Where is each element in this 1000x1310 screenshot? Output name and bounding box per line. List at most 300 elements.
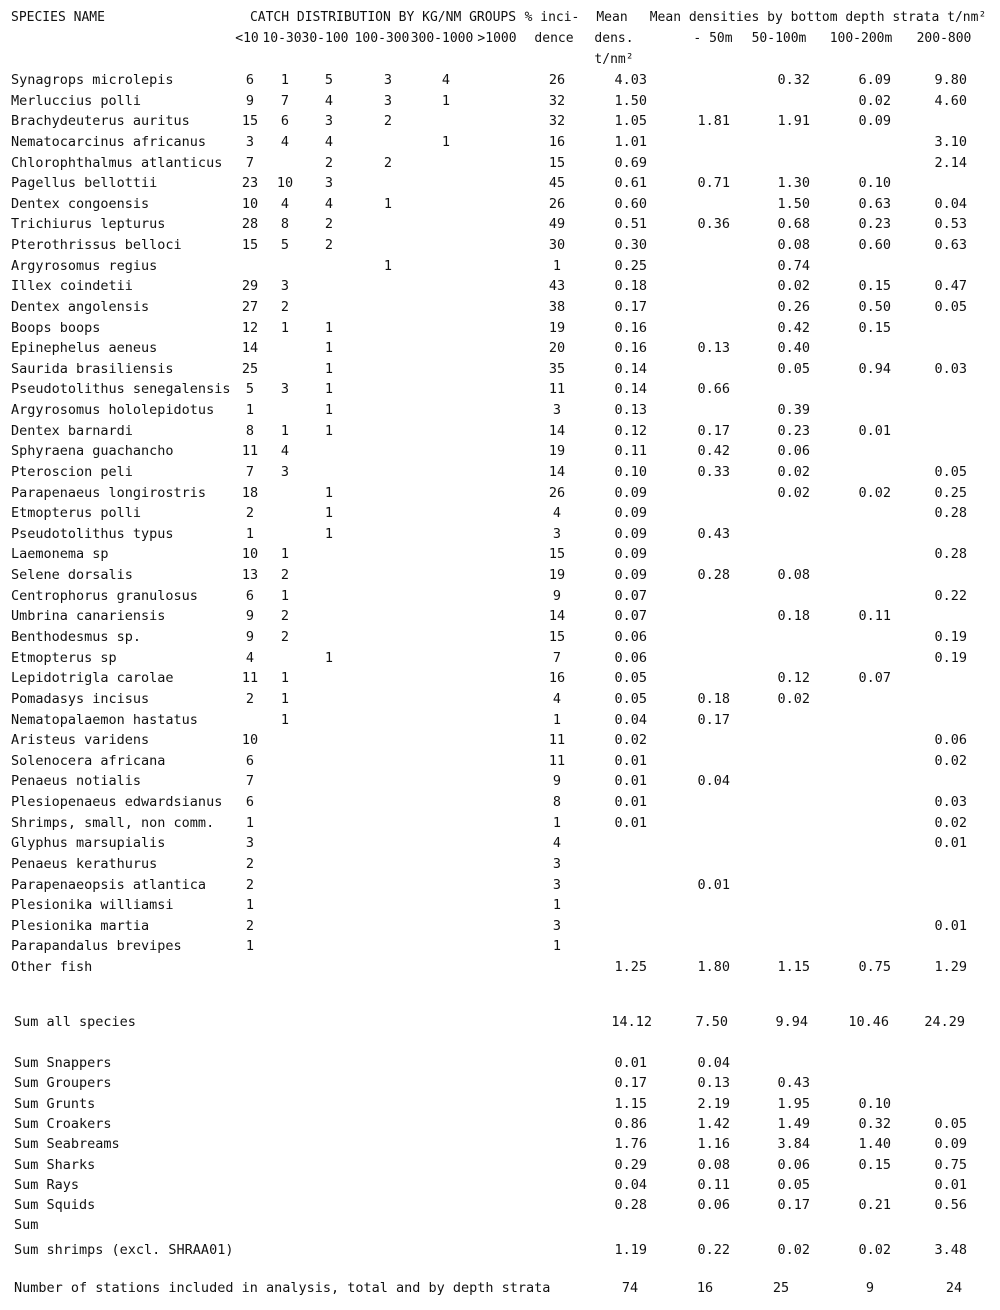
- catch-group-count: 14: [241, 340, 259, 356]
- incidence-value: 7: [552, 650, 562, 666]
- mean-density-value: 0.02: [614, 732, 647, 748]
- header-stratum-0: - 50m: [693, 31, 733, 46]
- stratum-density-value: 1.29: [934, 959, 967, 975]
- species-name: Umbrina canariensis: [11, 608, 166, 624]
- stratum-density-value: 0.02: [777, 485, 810, 501]
- incidence-value: 3: [552, 856, 562, 872]
- stratum-density-value: 0.26: [777, 299, 810, 315]
- catch-group-count: 10: [276, 175, 294, 191]
- stratum-density-value: 0.02: [934, 815, 967, 831]
- header-incidence-2: dence: [534, 31, 574, 46]
- sum-group-stratum: 0.11: [697, 1177, 730, 1193]
- catch-group-count: 11: [241, 443, 259, 459]
- incidence-value: 1: [552, 938, 562, 954]
- catch-group-count: 1: [324, 650, 334, 666]
- catch-group-count: 12: [241, 320, 259, 336]
- sum-group-stratum: 0.06: [697, 1197, 730, 1213]
- catch-group-count: 9: [245, 93, 255, 109]
- sum-group-label: Sum Squids: [14, 1197, 96, 1213]
- sum-all-stratum: 10.46: [848, 1014, 889, 1030]
- species-name: Pseudotolithus senegalensis: [11, 381, 231, 397]
- stratum-density-value: 0.01: [934, 918, 967, 934]
- stratum-density-value: 0.66: [697, 381, 730, 397]
- species-name: Lepidotrigla carolae: [11, 670, 174, 686]
- catch-group-count: 4: [324, 93, 334, 109]
- stratum-density-value: 0.04: [934, 196, 967, 212]
- sum-group-label: Sum Rays: [14, 1177, 80, 1193]
- stratum-density-value: 0.94: [858, 361, 891, 377]
- sum-group-stratum: 0.13: [697, 1075, 730, 1091]
- catch-group-count: 18: [241, 485, 259, 501]
- sum-group-mean: 0.28: [614, 1197, 647, 1213]
- stratum-density-value: 0.12: [777, 670, 810, 686]
- sum-group-stratum: 0.01: [934, 1177, 967, 1193]
- catch-group-count: 10: [241, 732, 259, 748]
- stratum-density-value: 0.17: [697, 423, 730, 439]
- catch-group-count: 3: [280, 278, 290, 294]
- stratum-density-value: 9.80: [934, 72, 967, 88]
- catch-group-count: 1: [324, 381, 334, 397]
- mean-density-value: 0.09: [614, 505, 647, 521]
- species-name: Penaeus kerathurus: [11, 856, 158, 872]
- incidence-value: 38: [548, 299, 566, 315]
- stratum-density-value: 3.10: [934, 134, 967, 150]
- species-name: Nematocarcinus africanus: [11, 134, 207, 150]
- stratum-density-value: 0.28: [697, 567, 730, 583]
- catch-group-count: 8: [280, 216, 290, 232]
- stratum-density-value: 0.02: [934, 753, 967, 769]
- stratum-density-value: 0.05: [934, 464, 967, 480]
- stratum-density-value: 1.81: [697, 113, 730, 129]
- stratum-density-value: 0.09: [858, 113, 891, 129]
- catch-group-count: 1: [280, 712, 290, 728]
- catch-group-count: 1: [280, 546, 290, 562]
- catch-group-count: 4: [280, 196, 290, 212]
- incidence-value: 9: [552, 773, 562, 789]
- catch-group-count: 3: [324, 113, 334, 129]
- species-name: Brachydeuterus auritus: [11, 113, 190, 129]
- sum-group-stratum: 0.56: [934, 1197, 967, 1213]
- catch-group-count: 3: [324, 175, 334, 191]
- species-name: Plesionika williamsi: [11, 897, 174, 913]
- mean-density-value: 0.60: [614, 196, 647, 212]
- stratum-density-value: 0.60: [858, 237, 891, 253]
- sum-all-mean: 14.12: [611, 1014, 652, 1030]
- catch-group-count: 1: [245, 815, 255, 831]
- stations-total: 74: [621, 1280, 639, 1296]
- stratum-density-value: 0.18: [697, 691, 730, 707]
- incidence-value: 19: [548, 443, 566, 459]
- catch-group-count: 8: [245, 423, 255, 439]
- catch-group-count: 1: [324, 423, 334, 439]
- header-incidence-1: % inci-: [524, 10, 580, 25]
- mean-density-value: 0.04: [614, 712, 647, 728]
- sum-group-label: Sum Snappers: [14, 1055, 112, 1071]
- header-group-4: 300-1000: [410, 31, 474, 46]
- species-name: Pteroscion peli: [11, 464, 133, 480]
- mean-density-value: 0.12: [614, 423, 647, 439]
- incidence-value: 15: [548, 546, 566, 562]
- mean-density-value: 0.06: [614, 650, 647, 666]
- sum-group-mean: 0.17: [614, 1075, 647, 1091]
- catch-group-count: 1: [383, 196, 393, 212]
- incidence-value: 30: [548, 237, 566, 253]
- sum-group-label: Sum Grunts: [14, 1096, 96, 1112]
- catch-group-count: 1: [324, 340, 334, 356]
- incidence-value: 4: [552, 835, 562, 851]
- mean-density-value: 0.18: [614, 278, 647, 294]
- catch-group-count: 1: [324, 526, 334, 542]
- catch-group-count: 11: [241, 670, 259, 686]
- mean-density-value: 0.09: [614, 546, 647, 562]
- sum-group-stratum: 1.95: [777, 1096, 810, 1112]
- catch-group-count: 10: [241, 546, 259, 562]
- catch-group-count: 27: [241, 299, 259, 315]
- species-name: Plesionika martia: [11, 918, 150, 934]
- stratum-density-value: 0.01: [934, 835, 967, 851]
- species-name: Pseudotolithus typus: [11, 526, 174, 542]
- stratum-density-value: 0.36: [697, 216, 730, 232]
- stations-label: Number of stations included in analysis, total and by depth strata: [14, 1280, 551, 1296]
- species-name: Sphyraena guachancho: [11, 443, 174, 459]
- sum-group-stratum: 0.43: [777, 1075, 810, 1091]
- sum-group-mean: 0.29: [614, 1157, 647, 1173]
- catch-group-count: 6: [245, 72, 255, 88]
- species-name: Epinephelus aeneus: [11, 340, 158, 356]
- stratum-density-value: 0.53: [934, 216, 967, 232]
- species-name: Dentex angolensis: [11, 299, 150, 315]
- catch-group-count: 10: [241, 196, 259, 212]
- incidence-value: 49: [548, 216, 566, 232]
- mean-density-value: 0.01: [614, 773, 647, 789]
- stratum-density-value: 0.04: [697, 773, 730, 789]
- stratum-density-value: 0.02: [858, 485, 891, 501]
- species-name: Shrimps, small, non comm.: [11, 815, 215, 831]
- catch-group-count: 2: [324, 237, 334, 253]
- incidence-value: 3: [552, 526, 562, 542]
- catch-group-count: 4: [245, 650, 255, 666]
- catch-group-count: 2: [280, 299, 290, 315]
- incidence-value: 14: [548, 423, 566, 439]
- header-catch-title: CATCH DISTRIBUTION BY KG/NM GROUPS: [249, 10, 517, 25]
- sum-group-stratum: 1.49: [777, 1116, 810, 1132]
- stratum-density-value: 1.80: [697, 959, 730, 975]
- header-mean-2: dens.: [594, 31, 634, 46]
- sum-group-stratum: 0.15: [858, 1157, 891, 1173]
- catch-group-count: 5: [324, 72, 334, 88]
- mean-density-value: 0.05: [614, 670, 647, 686]
- sum-group-stratum: 0.02: [777, 1242, 810, 1258]
- sum-group-stratum: 0.10: [858, 1096, 891, 1112]
- mean-density-value: 0.01: [614, 815, 647, 831]
- species-name: Centrophorus granulosus: [11, 588, 198, 604]
- species-name: Pomadasys incisus: [11, 691, 150, 707]
- stratum-density-value: 0.75: [858, 959, 891, 975]
- mean-density-value: 0.06: [614, 629, 647, 645]
- catch-group-count: 2: [245, 505, 255, 521]
- species-name: Boops boops: [11, 320, 101, 336]
- catch-group-count: 3: [280, 381, 290, 397]
- mean-density-value: 0.16: [614, 340, 647, 356]
- sum-group-stratum: 0.17: [777, 1197, 810, 1213]
- species-name: Dentex barnardi: [11, 423, 133, 439]
- header-stratum-1: 50-100m: [751, 31, 807, 46]
- catch-group-count: 7: [245, 464, 255, 480]
- sum-group-stratum: 0.05: [934, 1116, 967, 1132]
- catch-group-count: 1: [441, 134, 451, 150]
- incidence-value: 4: [552, 505, 562, 521]
- stratum-density-value: 0.23: [858, 216, 891, 232]
- stratum-density-value: 0.02: [777, 278, 810, 294]
- header-group-5: >1000: [477, 31, 517, 46]
- catch-group-count: 1: [280, 423, 290, 439]
- catch-group-count: 9: [245, 629, 255, 645]
- species-name: Parapenaeopsis atlantica: [11, 877, 207, 893]
- incidence-value: 15: [548, 155, 566, 171]
- catch-group-count: 1: [383, 258, 393, 274]
- catch-group-count: 23: [241, 175, 259, 191]
- catch-group-count: 1: [280, 588, 290, 604]
- stratum-density-value: 0.22: [934, 588, 967, 604]
- sum-group-label: Sum Sharks: [14, 1157, 96, 1173]
- species-name: Pterothrissus belloci: [11, 237, 182, 253]
- mean-density-value: 1.50: [614, 93, 647, 109]
- sum-group-stratum: 0.21: [858, 1197, 891, 1213]
- species-name: Merluccius polli: [11, 93, 142, 109]
- header-mean-1: Mean: [596, 10, 628, 25]
- sum-group-label: Sum shrimps (excl. SHRAA01): [14, 1242, 234, 1258]
- mean-density-value: 0.01: [614, 794, 647, 810]
- species-name: Selene dorsalis: [11, 567, 133, 583]
- stratum-density-value: 0.02: [777, 464, 810, 480]
- species-name: Pagellus bellottii: [11, 175, 158, 191]
- catch-group-count: 1: [280, 72, 290, 88]
- mean-density-value: 1.05: [614, 113, 647, 129]
- stratum-density-value: 0.42: [697, 443, 730, 459]
- sum-group-stratum: 0.22: [697, 1242, 730, 1258]
- incidence-value: 32: [548, 93, 566, 109]
- mean-density-value: 0.25: [614, 258, 647, 274]
- sum-group-label: Sum Seabreams: [14, 1136, 120, 1152]
- sum-group-stratum: 0.06: [777, 1157, 810, 1173]
- incidence-value: 35: [548, 361, 566, 377]
- stratum-density-value: 0.17: [697, 712, 730, 728]
- catch-group-count: 2: [324, 155, 334, 171]
- sum-group-mean: 0.04: [614, 1177, 647, 1193]
- stratum-density-value: 1.15: [777, 959, 810, 975]
- catch-group-count: 3: [383, 72, 393, 88]
- catch-group-count: 2: [383, 155, 393, 171]
- species-name: Argyrosomus regius: [11, 258, 158, 274]
- stratum-density-value: 0.32: [777, 72, 810, 88]
- catch-group-count: 9: [245, 608, 255, 624]
- mean-density-value: 0.01: [614, 753, 647, 769]
- header-strata-title: Mean densities by bottom depth strata t/nm²: [649, 10, 987, 25]
- catch-group-count: 3: [280, 464, 290, 480]
- incidence-value: 15: [548, 629, 566, 645]
- species-name: Penaeus notialis: [11, 773, 142, 789]
- catch-group-count: 2: [280, 567, 290, 583]
- catch-group-count: 1: [324, 361, 334, 377]
- incidence-value: 3: [552, 402, 562, 418]
- catch-group-count: 2: [245, 877, 255, 893]
- stratum-density-value: 1.30: [777, 175, 810, 191]
- species-name: Synagrops microlepis: [11, 72, 174, 88]
- mean-density-value: 0.51: [614, 216, 647, 232]
- catch-group-count: 1: [280, 670, 290, 686]
- stratum-density-value: 0.50: [858, 299, 891, 315]
- stratum-density-value: 0.47: [934, 278, 967, 294]
- incidence-value: 8: [552, 794, 562, 810]
- mean-density-value: 0.07: [614, 608, 647, 624]
- catch-group-count: 1: [324, 485, 334, 501]
- incidence-value: 11: [548, 381, 566, 397]
- catch-group-count: 1: [324, 320, 334, 336]
- species-name: Argyrosomus hololepidotus: [11, 402, 215, 418]
- mean-density-value: 0.13: [614, 402, 647, 418]
- stratum-density-value: 6.09: [858, 72, 891, 88]
- catch-group-count: 28: [241, 216, 259, 232]
- catch-group-count: 7: [245, 155, 255, 171]
- species-name: Etmopterus polli: [11, 505, 142, 521]
- mean-density-value: 0.14: [614, 361, 647, 377]
- stratum-density-value: 0.19: [934, 650, 967, 666]
- stratum-density-value: 0.11: [858, 608, 891, 624]
- catch-group-count: 1: [245, 526, 255, 542]
- incidence-value: 19: [548, 567, 566, 583]
- catch-group-count: 29: [241, 278, 259, 294]
- incidence-value: 4: [552, 691, 562, 707]
- sum-group-mean: 1.19: [614, 1242, 647, 1258]
- stratum-density-value: 0.15: [858, 320, 891, 336]
- catch-group-count: 2: [280, 629, 290, 645]
- sum-group-stratum: 3.84: [777, 1136, 810, 1152]
- mean-density-value: 0.09: [614, 485, 647, 501]
- sum-all-stratum: 9.94: [775, 1014, 808, 1030]
- stratum-density-value: 0.63: [858, 196, 891, 212]
- sum-group-label: Sum Croakers: [14, 1116, 112, 1132]
- mean-density-value: 0.61: [614, 175, 647, 191]
- sum-group-stratum: 1.40: [858, 1136, 891, 1152]
- incidence-value: 11: [548, 732, 566, 748]
- mean-density-value: 0.30: [614, 237, 647, 253]
- stratum-density-value: 0.05: [777, 361, 810, 377]
- species-name: Solenocera africana: [11, 753, 166, 769]
- sum-group-mean: 0.86: [614, 1116, 647, 1132]
- catch-group-count: 4: [324, 196, 334, 212]
- sum-group-stratum: 0.08: [697, 1157, 730, 1173]
- catch-group-count: 6: [245, 588, 255, 604]
- sum-group-mean: 0.01: [614, 1055, 647, 1071]
- catch-group-count: 25: [241, 361, 259, 377]
- header-stratum-2: 100-200m: [829, 31, 893, 46]
- incidence-value: 16: [548, 134, 566, 150]
- stratum-density-value: 0.02: [777, 691, 810, 707]
- catch-group-count: 1: [280, 320, 290, 336]
- stratum-density-value: 0.39: [777, 402, 810, 418]
- sum-group-stratum: 0.32: [858, 1116, 891, 1132]
- species-name: Etmopterus sp: [11, 650, 117, 666]
- mean-density-value: 0.05: [614, 691, 647, 707]
- catch-group-count: 6: [245, 794, 255, 810]
- incidence-value: 11: [548, 753, 566, 769]
- stratum-density-value: 1.50: [777, 196, 810, 212]
- incidence-value: 1: [552, 897, 562, 913]
- species-name: Parapenaeus longirostris: [11, 485, 207, 501]
- stratum-density-value: 0.07: [858, 670, 891, 686]
- stratum-density-value: 0.06: [777, 443, 810, 459]
- stratum-density-value: 0.05: [934, 299, 967, 315]
- species-name: Illex coindetii: [11, 278, 133, 294]
- mean-density-value: 0.11: [614, 443, 647, 459]
- stratum-density-value: 0.02: [858, 93, 891, 109]
- header-group-3: 100-300: [354, 31, 410, 46]
- stratum-density-value: 0.71: [697, 175, 730, 191]
- species-name: Saurida brasiliensis: [11, 361, 174, 377]
- species-name: Chlorophthalmus atlanticus: [11, 155, 223, 171]
- incidence-value: 26: [548, 72, 566, 88]
- incidence-value: 32: [548, 113, 566, 129]
- stratum-density-value: 0.63: [934, 237, 967, 253]
- catch-group-count: 7: [280, 93, 290, 109]
- incidence-value: 1: [552, 712, 562, 728]
- stations-stratum: 25: [772, 1280, 790, 1296]
- mean-density-value: 0.16: [614, 320, 647, 336]
- mean-density-value: 0.17: [614, 299, 647, 315]
- stratum-density-value: 0.68: [777, 216, 810, 232]
- header-group-0: <10: [235, 31, 259, 46]
- stratum-density-value: 0.13: [697, 340, 730, 356]
- catch-group-count: 6: [280, 113, 290, 129]
- catch-group-count: 2: [245, 856, 255, 872]
- sum-group-stratum: 0.75: [934, 1157, 967, 1173]
- stratum-density-value: 0.42: [777, 320, 810, 336]
- stratum-density-value: 0.15: [858, 278, 891, 294]
- mean-density-value: 1.25: [614, 959, 647, 975]
- incidence-value: 19: [548, 320, 566, 336]
- sum-group-stratum: 3.48: [934, 1242, 967, 1258]
- catch-group-count: 2: [280, 608, 290, 624]
- stratum-density-value: 0.06: [934, 732, 967, 748]
- header-group-1: 10-30: [262, 31, 302, 46]
- incidence-value: 3: [552, 918, 562, 934]
- catch-group-count: 7: [245, 773, 255, 789]
- incidence-value: 14: [548, 608, 566, 624]
- stratum-density-value: 0.01: [697, 877, 730, 893]
- incidence-value: 14: [548, 464, 566, 480]
- catch-group-count: 2: [383, 113, 393, 129]
- catch-group-count: 15: [241, 237, 259, 253]
- sum-group-stratum: 1.42: [697, 1116, 730, 1132]
- incidence-value: 20: [548, 340, 566, 356]
- stratum-density-value: 0.03: [934, 794, 967, 810]
- stratum-density-value: 2.14: [934, 155, 967, 171]
- incidence-value: 1: [552, 258, 562, 274]
- stratum-density-value: 0.01: [858, 423, 891, 439]
- species-name: Dentex congoensis: [11, 196, 150, 212]
- sum-group-stratum: 1.16: [697, 1136, 730, 1152]
- species-name: Other fish: [11, 959, 93, 975]
- mean-density-value: 0.10: [614, 464, 647, 480]
- catch-group-count: 1: [280, 691, 290, 707]
- stratum-density-value: 0.08: [777, 237, 810, 253]
- catch-group-count: 5: [280, 237, 290, 253]
- stratum-density-value: 0.28: [934, 505, 967, 521]
- stratum-density-value: 0.10: [858, 175, 891, 191]
- species-name: Nematopalaemon hastatus: [11, 712, 198, 728]
- species-name: Benthodesmus sp.: [11, 629, 142, 645]
- incidence-value: 26: [548, 485, 566, 501]
